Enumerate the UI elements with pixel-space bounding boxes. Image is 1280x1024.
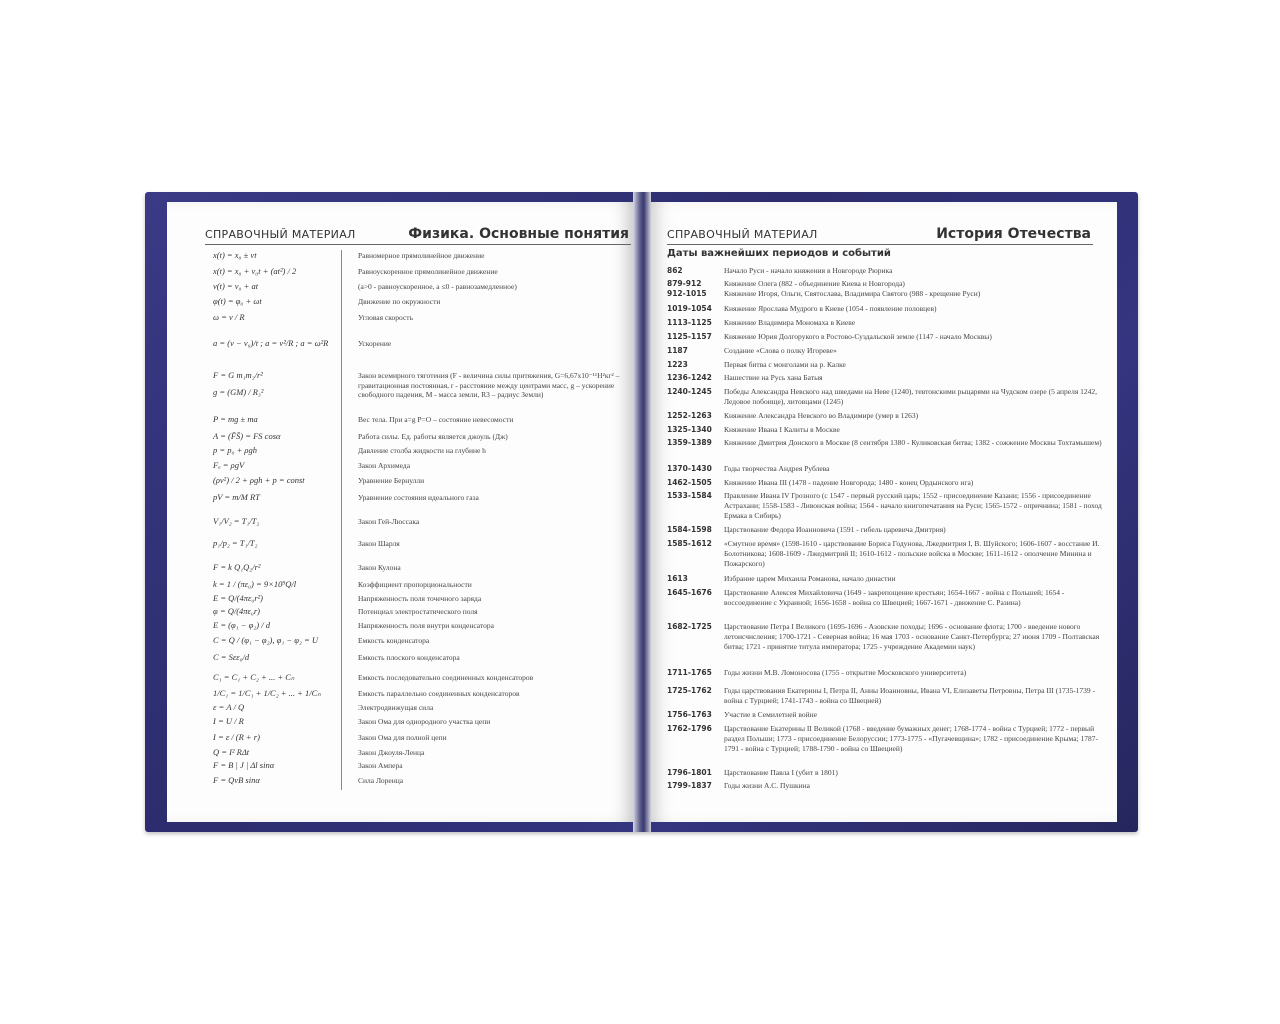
event-year: 862 (667, 266, 683, 275)
event-year: 1584-1598 (667, 525, 712, 534)
formula: E = Q/(4πε₀r²) (213, 593, 264, 603)
section-label: СПРАВОЧНЫЙ МАТЕРИАЛ (205, 228, 356, 241)
event-description: «Смутное время» (1598-1610 - царствование Бориса Годунова, Лжедмитрия I, В. Шуйского; 1606-1607 - восстание И. Болотникова; 1608-1609 - Лжедмитрий II; 1610-1612 - польские войска в Москве; 1611-1612 - ополчение Минина и Пожарского) (724, 539, 1100, 568)
event-year: 1113-1125 (667, 318, 712, 327)
event-year: 1019-1054 (667, 304, 712, 313)
event-year: 1325-1340 (667, 425, 712, 434)
event-year: 1756-1763 (667, 710, 712, 719)
event-description: Княжение Ивана I Калиты в Москве (724, 425, 840, 434)
event-description: Княжение Ярослава Мудрого в Киеве (1054 - появление половцев) (724, 304, 937, 313)
page-subtitle: Даты важнейших периодов и событий (667, 248, 891, 259)
right-page (651, 202, 1117, 822)
column-divider (341, 250, 342, 790)
formula: ω = v / R (213, 312, 245, 322)
event-description: Начало Руси - начало княжения в Новгороде Рюрика (724, 266, 893, 275)
event-year: 1125-1157 (667, 332, 712, 341)
formula: 1/C₁ = 1/C₁ + 1/C₂ + ... + 1/Cₙ (213, 688, 321, 698)
event-description: Нашествие на Русь хана Батыя (724, 373, 823, 382)
formula: Fₐ = ρgV (213, 460, 245, 470)
event-year: 1462-1505 (667, 478, 712, 487)
formula-description: (a>0 - равноускоренное, a ≤0 - равнозамедленное) (358, 282, 517, 291)
formula-description: Закон Ома для полной цепи (358, 733, 447, 742)
formula: I = ε / (R + r) (213, 732, 260, 742)
formula: C = Q / (φ₁ − φ₂), φ₁ − φ₂ = U (213, 635, 319, 645)
formula-description: Коэффициент пропорциональности (358, 580, 472, 589)
formula: g = (GM) / R₃² (213, 387, 264, 397)
formula: (ρv²) / 2 + ρgh + p = const (213, 475, 305, 485)
formula: pV = m/M RT (213, 492, 260, 502)
event-year: 912-1015 (667, 289, 707, 298)
event-description: Царствование Федора Иоанновича (1591 - гибель царевича Дмитрия) (724, 525, 946, 534)
formula-description: Уравнение состояния идеального газа (358, 493, 479, 502)
formula-description: Сила Лоренца (358, 776, 404, 785)
formula: C₁ = C₁ + C₂ + ... + Cₙ (213, 672, 295, 682)
event-description: Царствование Алексея Михайловича (1649 - закрепощение крестьян; 1654-1667 - война с Польшей; 1654 - воссоединение с Украиной; 1656-1658 - война со Швецией; 1667-1671 - движение С. Разина) (724, 588, 1065, 607)
event-description: Княжение Игоря, Ольги, Святослава, Владимира Святого (988 - крещение Руси) (724, 289, 981, 298)
formula: a = (v − v₀)/t ; a = v²/R ; a = ω²R (213, 338, 329, 348)
formula-description: Вес тела. При a=g P=O – состояние невесомости (358, 415, 514, 424)
formula-description: Закон Архимеда (358, 461, 411, 470)
event-year: 879-912 (667, 279, 702, 288)
formula-description: Закон Ома для однородного участка цепи (358, 717, 491, 726)
formula: F = G m₁m₂/r² (213, 370, 263, 380)
event-year: 1682-1725 (667, 622, 712, 631)
formula-description: Напряженность поля точечного заряда (358, 594, 482, 603)
event-year: 1585-1612 (667, 539, 712, 548)
event-year: 1359-1389 (667, 438, 712, 447)
formula: x(t) = x₀ + v₀t + (at²) / 2 (213, 266, 297, 276)
formula-description: Емкость плоского конденсатора (358, 653, 460, 662)
formula-description: Потенциал электростатического поля (358, 607, 478, 616)
event-year: 1799-1837 (667, 781, 712, 790)
formula: k = 1 / (πε₀) = 9×10⁹Q/l (213, 579, 297, 589)
formula: P = mg ± ma (213, 414, 258, 424)
event-description: Годы царствования Екатерины I, Петра II, Анны Иоанновны, Ивана VI, Елизаветы Петровны, Петра III (1735-1739 - война с Турцией; 1741-1743 - война со Швецией) (724, 686, 1096, 705)
formula: p₁/p₂ = T₁/T₂ (213, 538, 258, 548)
section-label: СПРАВОЧНЫЙ МАТЕРИАЛ (667, 228, 818, 241)
event-description: Княжение Олега (882 - объединение Киева и Новгорода) (724, 279, 905, 288)
formula-description: Давление столба жидкости на глубине h (358, 446, 486, 455)
formula-description: Напряженность поля внутри конденсатора (358, 621, 494, 630)
formula-description: Электродвижущая сила (358, 703, 434, 712)
formula-description: Закон Ампера (358, 761, 403, 770)
event-description: Княжение Ивана III (1478 - падение Новгорода; 1480 - конец Ордынского ига) (724, 478, 974, 487)
formula-description: Ускорение (358, 339, 392, 348)
event-description: Избрание царем Михаила Романова, начало династии (724, 574, 896, 583)
formula-description: Уравнение Бернулли (358, 476, 425, 485)
formula: φ = Q/(4πε₀r) (213, 606, 260, 616)
event-description: Царствование Екатерины II Великой (1768 - введение бумажных денег; 1768-1774 - война с Турцией; 1772 - первый раздел Польши; 1773 - присоединение Белоруссии; 1773-1775 - «Пугачевщина»; 1782 - присоединение Крыма; 1787-1791 - война с Турцией; 1788-1790 - война со Швецией) (724, 724, 1098, 753)
formula-description: Закон Джоуля-Ленца (358, 748, 425, 757)
event-year: 1223 (667, 360, 688, 369)
formula-description: Закон Кулона (358, 563, 401, 572)
event-year: 1796-1801 (667, 768, 712, 777)
formula: C = Sεε₀/d (213, 652, 250, 662)
formula: F = k Q₁Q₂/r² (213, 562, 261, 572)
event-description: Княжение Владимира Мономаха в Киеве (724, 318, 856, 327)
left-page-header (205, 222, 631, 245)
left-page (167, 202, 633, 822)
formula-description: Равноускоренное прямолинейное движение (358, 267, 498, 276)
formula: p = p₀ + ρgh (213, 445, 258, 455)
event-description: Царствование Петра I Великого (1695-1696 - Азовские походы; 1696 - основание флота; 1700 - введение нового летоисчисления; 1700-1721 - Северная война; 16 мая 1703 - основание Санкт-Петербурга; 27 июня 1709 - Полтавская битва; 1721 - принятие титула императора; 1725 - учреждение Академии наук) (724, 622, 1100, 651)
event-description: Княжение Юрия Долгорукого в Ростово-Суздальской земле (1147 - начало Москвы) (724, 332, 992, 341)
event-description: Участие в Семилетней войне (724, 710, 818, 719)
formula-description: Движение по окружности (358, 297, 441, 306)
event-year: 1645-1676 (667, 588, 712, 597)
formula: Q = I² RΔt (213, 747, 250, 757)
page-title: История Отечества (936, 226, 1091, 242)
formula: F = B | J | Δl sinα (213, 760, 275, 770)
event-year: 1240-1245 (667, 387, 712, 396)
formula: φ(t) = φ₀ + ωt (213, 296, 262, 306)
formula: x(t) = x₀ ± vt (213, 250, 257, 260)
event-description: Годы жизни А.С. Пушкина (724, 781, 810, 790)
formula: v(t) = v₀ + at (213, 281, 259, 291)
event-description: Победы Александра Невского над шведами на Неве (1240), тевтонскими рыцарями на Чудском озере (5 апреля 1242, Ледовое побоище), литовцами (1245) (724, 387, 1098, 406)
formula: A = (F̄S̄) = FS cosα (213, 431, 281, 441)
formula: V₁/V₂ = T₁/T₂ (213, 516, 260, 526)
formula: I = U / R (213, 716, 244, 726)
formula-description: Работа силы. Ед. работы является джоуль (Дж) (358, 432, 508, 441)
formula-description: Емкость последовательно соединенных конденсаторов (358, 673, 534, 682)
formula-description: Закон Шарля (358, 539, 400, 548)
formula-description: Емкость конденсатора (358, 636, 430, 645)
event-year: 1252-1263 (667, 411, 712, 420)
event-description: Создание «Слова о полку Игореве» (724, 346, 837, 355)
formula-description: Угловая скорость (358, 313, 413, 322)
event-description: Княжение Александра Невского во Владимире (умер в 1263) (724, 411, 919, 420)
formula-description: Закон Гей-Люссака (358, 517, 420, 526)
event-year: 1725-1762 (667, 686, 712, 695)
event-description: Царствование Павла I (убит в 1801) (724, 768, 838, 777)
event-description: Годы творчества Андрея Рублева (724, 464, 830, 473)
event-year: 1370-1430 (667, 464, 712, 473)
formula: ε = A / Q (213, 702, 245, 712)
right-page-header (667, 222, 1093, 245)
page-title: Физика. Основные понятия (408, 226, 629, 242)
event-year: 1711-1765 (667, 668, 712, 677)
notebook-spine (633, 192, 651, 832)
formula-description: Равномерное прямолинейное движение (358, 251, 485, 260)
event-description: Годы жизни М.В. Ломоносова (1755 - открытие Московского университета) (724, 668, 967, 677)
event-description: Правление Ивана IV Грозного (с 1547 - первый русский царь; 1552 - присоединение Казани; 1556 - присоединение Астрахани; 1558-1583 - Ливонская война; 1564 - начало книгопечатания на Руси; 1565-1572 - опричнина; 1581 - поход Ермака в Сибирь) (724, 491, 1102, 520)
formula-description: Закон всемирного тяготения (F - величина силы притяжения, G=6,67х10⁻¹¹Н²кг² – гравитационная постоянная, r - расстояние между центрами масс, g – ускорение свободного падения, М - масса земли, R3 – радиус Земли) (358, 371, 620, 399)
formula-description: Емкость параллельно соединенных конденсаторов (358, 689, 520, 698)
event-year: 1533-1584 (667, 491, 712, 500)
event-year: 1236-1242 (667, 373, 712, 382)
event-year: 1187 (667, 346, 688, 355)
formula: E = (φ₁ − φ₂) / d (213, 620, 271, 630)
event-year: 1613 (667, 574, 688, 583)
event-description: Первая битва с монголами на р. Калке (724, 360, 846, 369)
formula: F = QvB sinα (213, 775, 260, 785)
event-description: Княжение Дмитрия Донского в Москве (8 сентября 1380 - Куликовская битва; 1382 - сожжение Москвы Тохтамышем) (724, 438, 1102, 447)
event-year: 1762-1796 (667, 724, 712, 733)
